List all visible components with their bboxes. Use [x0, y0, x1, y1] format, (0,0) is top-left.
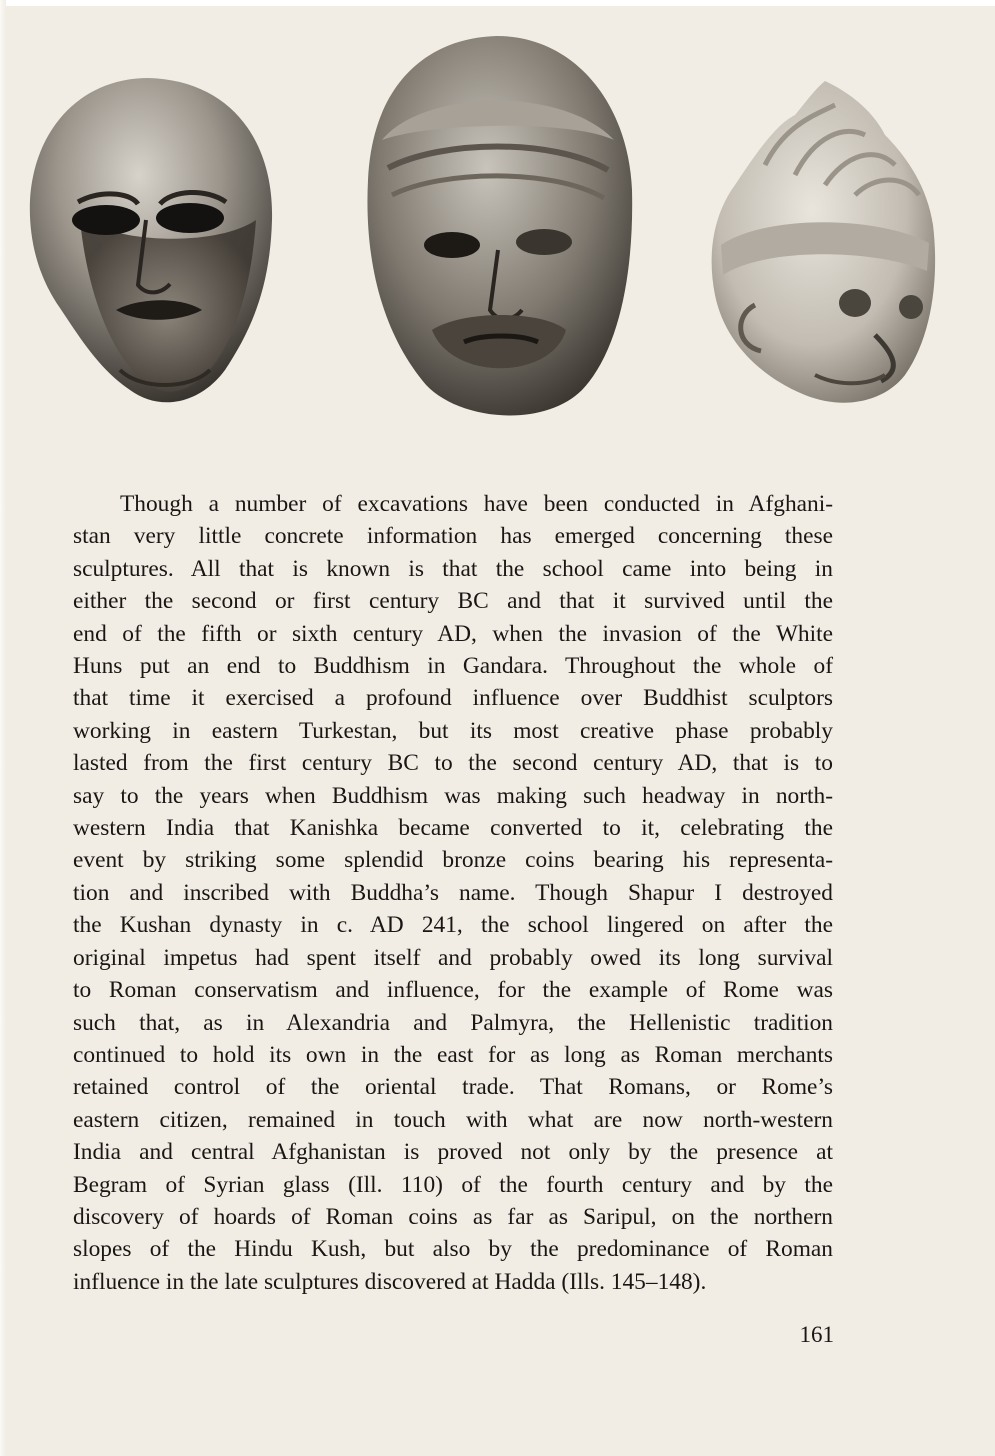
text-line: say to the years when Buddhism was making such headway in north- — [73, 782, 833, 809]
text-line: Though a number of excavations have been conducted in Afghani- — [120, 491, 833, 517]
text-line: end of the fifth or sixth century AD, when the invasion of the White — [73, 620, 833, 647]
text-line: sculptures. All that is known is that the school came into being in — [73, 555, 833, 582]
text-line: slopes of the Hindu Kush, but also by the predominance of Roman — [73, 1236, 833, 1263]
page-number: 161 — [799, 1322, 834, 1347]
text-line: lasted from the first century BC to the second century AD, that is to — [73, 750, 833, 777]
text-line: either the second or first century BC and that it survived until the — [73, 588, 833, 615]
text-line: event by striking some splendid bronze coins bearing his representa- — [73, 847, 833, 874]
text-line: such that, as in Alexandria and Palmyra, the Hellenistic tradition — [73, 1009, 833, 1036]
text-line: Huns put an end to Buddhism in Gandara. Throughout the whole of — [73, 653, 833, 680]
text-line: retained control of the oriental trade. That Romans, or Rome’s — [73, 1074, 833, 1101]
text-line: discovery of hoards of Roman coins as far as Saripul, on the northern — [73, 1203, 833, 1230]
sculpture-photographs — [0, 0, 995, 470]
text-line: continued to hold its own in the east for as long as Roman merchants — [73, 1041, 833, 1068]
text-line: working in eastern Turkestan, but its most creative phase probably — [73, 717, 833, 744]
sculpted-head-right — [705, 75, 940, 415]
text-line: India and central Afghanistan is proved not only by the presence at — [73, 1139, 833, 1166]
sculpted-head-left — [20, 70, 280, 420]
text-line: influence in the late sculptures discovered at Hadda (Ills. 145–148). — [73, 1268, 707, 1295]
text-line: the Kushan dynasty in c. AD 241, the school lingered on after the — [73, 912, 833, 939]
text-line: to Roman conservatism and influence, for the example of Rome was — [73, 977, 833, 1004]
text-line: tion and inscribed with Buddha’s name. Though Shapur I destroyed — [73, 879, 833, 906]
text-line: original impetus had spent itself and probably owed its long survival — [73, 944, 833, 971]
text-line: that time it exercised a profound influence over Buddhist sculptors — [73, 685, 833, 712]
text-line: eastern citizen, remained in touch with what are now north-western — [73, 1106, 833, 1133]
text-line: western India that Kanishka became converted to it, celebrating the — [73, 815, 833, 842]
sculpted-head-center — [352, 30, 642, 440]
body-paragraph — [73, 488, 833, 1298]
text-line: stan very little concrete information has emerged concerning these — [73, 523, 833, 550]
text-line: Begram of Syrian glass (Ill. 110) of the fourth century and by the — [73, 1171, 833, 1198]
